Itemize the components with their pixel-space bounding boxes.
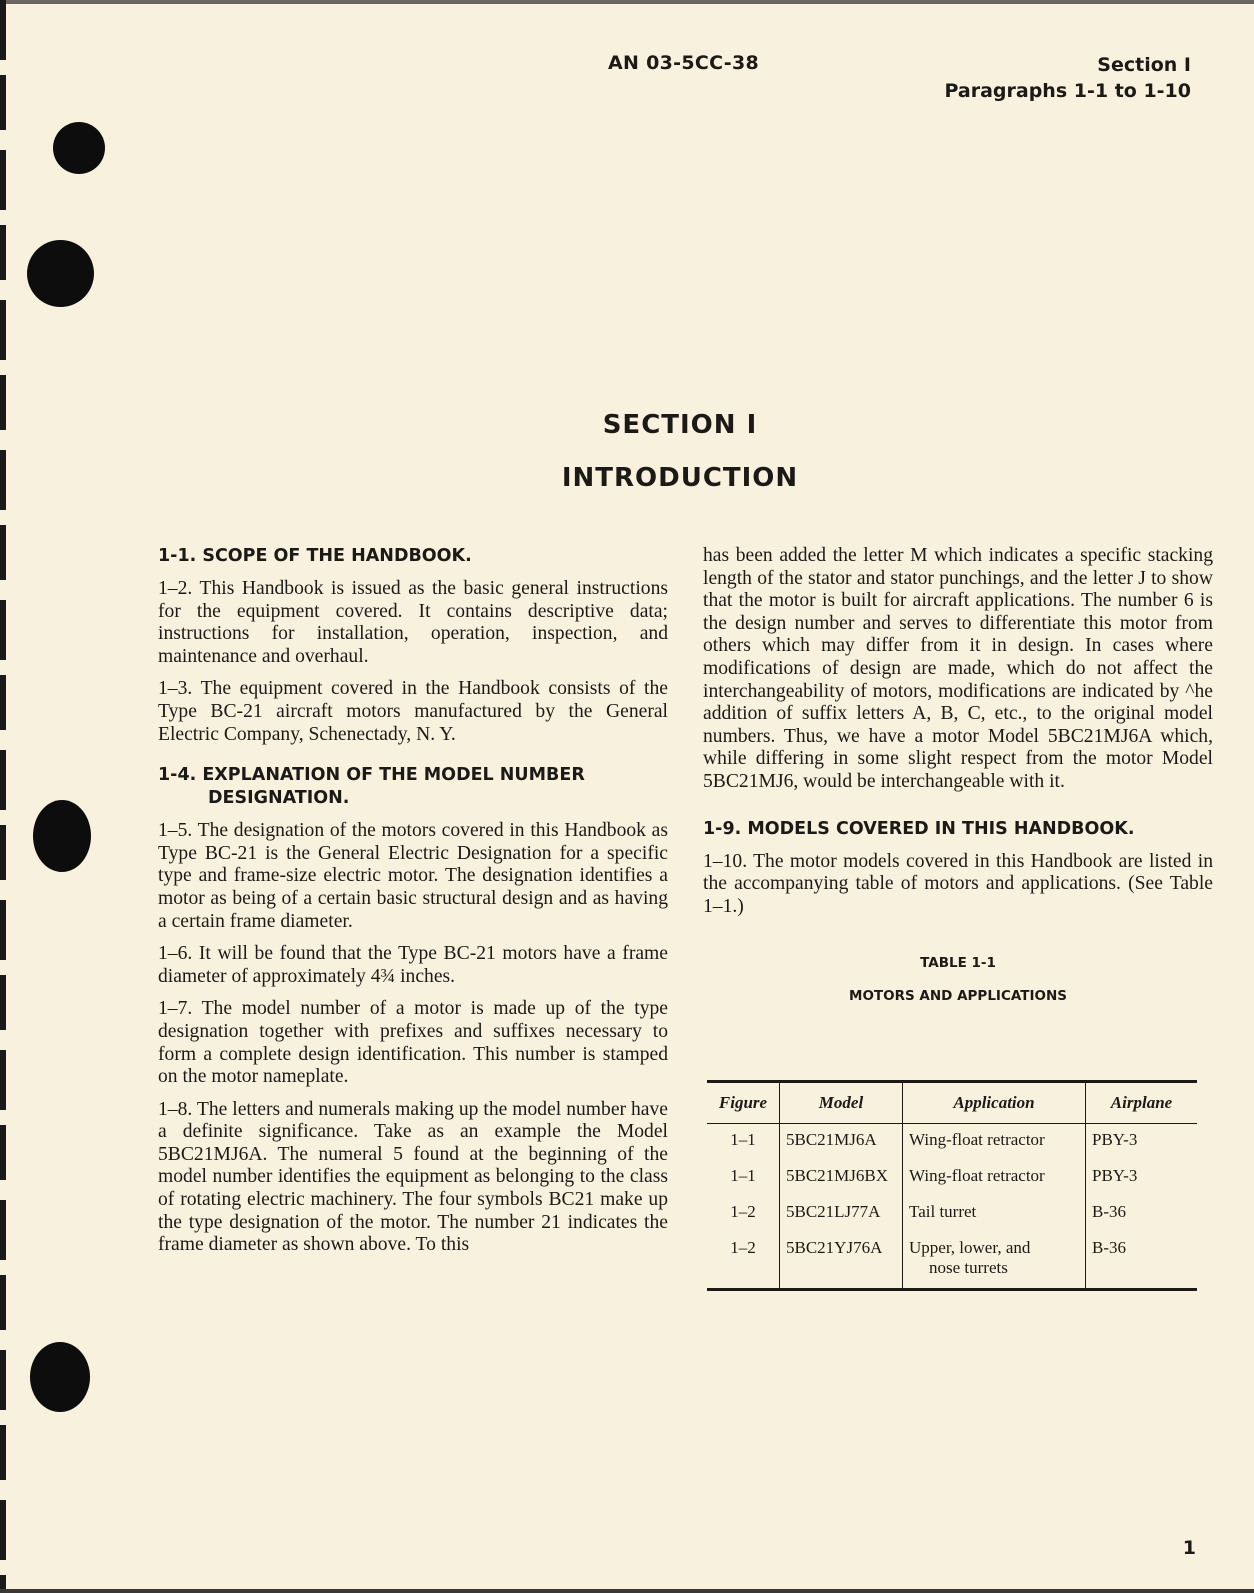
table-row: 1–1 5BC21MJ6BX Wing-float retractor PBY-3 [707,1160,1197,1196]
table-title: MOTORS AND APPLICATIONS [849,987,1067,1004]
table-label: TABLE 1-1 [920,955,996,972]
table-row: 1–2 5BC21YJ76A Upper, lower, and nose turrets B-36 [707,1232,1197,1290]
left-column [158,545,668,1267]
page-header-right [944,52,1191,104]
column-header-figure: Figure [707,1082,780,1124]
paragraph-1-8-continued: has been added the letter M which indicates a specific stacking length of the stator and stator punchings, and the letter J to show that the motor is built for aircraft applications. The number 6 is the design number and serves to differentiate this motor from others which may differ from it in design. In cases where modifications of design are made, which do not affect the interchangeability of motors, modifications are indicated by ^he addition of suffix letters A, B, C, etc., to the original model numbers. Thus, we have a motor Model 5BC21MJ6A which, while differing in some slight respect from the motor Model 5BC21MJ6, would be interchangeable with it. [703,545,1213,792]
page-bottom-edge [0,1589,1254,1593]
paragraph-1-3: 1–3. The equipment covered in the Handbook consists of the Type BC-21 aircraft motors manufactured by the General Electric Company, Schenectady, N. Y. [158,678,668,745]
heading-model-number: 1-4. EXPLANATION OF THE MODEL NUMBER DESIGNATION. [158,765,585,809]
paragraph-1-6: 1–6. It will be found that the Type BC-21 motors have a frame diameter of approximately 4¾ inches. [158,943,668,987]
motors-table [707,1080,1197,1291]
binder-hole-icon [30,1342,90,1412]
right-column [703,545,1213,1008]
paragraph-1-7: 1–7. The model number of a motor is made up of the type designation together with prefixes and suffixes necessary to form a complete design identification. This number is stamped on the motor nameplate. [158,998,668,1088]
table-header-row [707,1082,1197,1124]
column-header-airplane: Airplane [1086,1082,1198,1124]
column-header-model: Model [780,1082,903,1124]
page-number: 1 [1182,1537,1196,1559]
section-title: SECTION I [602,410,758,440]
table-row: 1–2 5BC21LJ77A Tail turret B-36 [707,1196,1197,1232]
paragraph-1-8: 1–8. The letters and numerals making up the model number have a definite significance. Take as an example the Model 5BC21MJ6A. The numeral 5 found at the beginning of the model number identifies the equipment as belonging to the class of rotating electric machinery. The four symbols BC21 make up the type designation of the motor. The number 21 indicates the frame diameter as shown above. To this [158,1098,668,1256]
binder-hole-icon [33,800,91,872]
paragraph-1-10: 1–10. The motor models covered in this Handbook are listed in the accompanying table of motors and applications. (See Table 1–1.) [703,850,1213,917]
page-left-edge [0,0,6,1593]
section-name: INTRODUCTION [561,463,799,493]
heading-scope: 1-1. SCOPE OF THE HANDBOOK. [158,546,472,566]
document-number: AN 03-5CC-38 [608,52,760,74]
heading-models-covered: 1-9. MODELS COVERED IN THIS HANDBOOK. [703,818,1135,839]
paragraph-1-2: 1–2. This Handbook is issued as the basic general instructions for the equipment covered. It contains descriptive data; instructions for installation, operation, inspection, and maintenance and overhaul. [158,578,668,667]
table-row: 1–1 5BC21MJ6A Wing-float retractor PBY-3 [707,1124,1197,1161]
paragraph-range: Paragraphs 1-1 to 1-10 [944,80,1191,102]
column-header-application: Application [903,1082,1086,1124]
paragraph-1-5: 1–5. The designation of the motors covered in this Handbook as Type BC-21 is the General Electric Designation for a specific type and frame-size electric motor. The designation identifies a motor as being of a certain basic structural design and as having a certain frame diameter. [158,820,668,932]
section-label: Section I [1097,54,1191,76]
page-top-edge [0,0,1254,4]
binder-hole-icon [27,240,94,307]
binder-hole-icon [53,122,105,174]
